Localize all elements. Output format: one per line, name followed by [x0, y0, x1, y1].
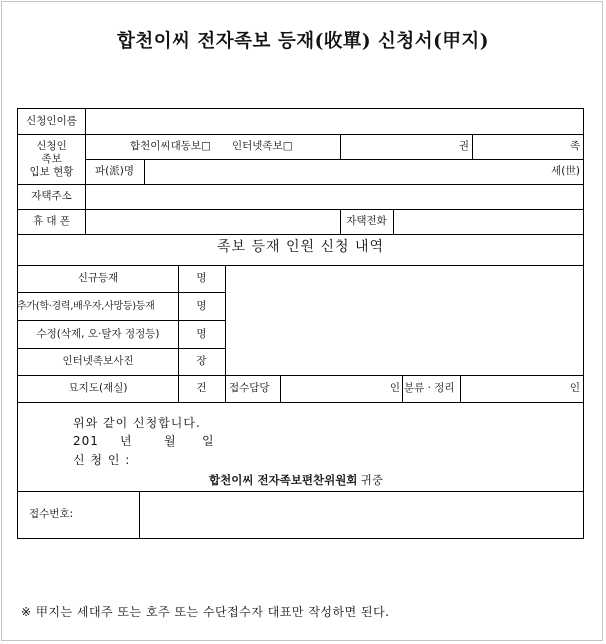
- mobile-label: 휴 대 폰: [32, 215, 71, 227]
- home-phone-field[interactable]: [396, 212, 580, 231]
- address-field[interactable]: [88, 187, 580, 206]
- sorter-label: 분류 · 정리: [404, 382, 455, 394]
- status-label-line3: 입보 현황: [29, 166, 74, 178]
- form-title: 합천이씨 전자족보 등재(收單) 신청서(甲지): [116, 31, 490, 52]
- section-title: 족보 등재 인원 신청 내역: [216, 239, 385, 255]
- volume-unit: 권: [458, 140, 469, 152]
- date-day-unit: 일: [202, 434, 215, 448]
- committee-addressee: [209, 474, 383, 488]
- checkbox-daedongbo[interactable]: 합천이씨대동보□: [130, 140, 211, 152]
- address-label: 자택주소: [31, 190, 72, 202]
- new-registration-label: 신규등재: [77, 272, 119, 284]
- applicant-signature-label: 신 청 인 :: [73, 453, 131, 467]
- internet-photo-unit: 장: [196, 355, 207, 367]
- date-year: 201: [73, 434, 99, 448]
- registration-notes-field[interactable]: [228, 268, 580, 372]
- grave-map-unit: 건: [196, 382, 207, 394]
- name-label: 신청인이름: [26, 115, 77, 127]
- internet-photo-label: 인터넷족보사진: [62, 355, 134, 367]
- receipt-handler-label: 접수담당: [229, 382, 270, 394]
- receipt-number-field[interactable]: [142, 494, 580, 535]
- additional-registration-unit: 명: [196, 300, 207, 312]
- additional-registration-label: 추가(학·경력,배우자,사망등)등재: [17, 301, 155, 312]
- status-label-line2: 족보: [41, 153, 62, 165]
- branch-label: 파(派)명: [95, 165, 134, 177]
- status-label-line1: 신청인: [36, 140, 67, 152]
- committee-name: 합천이씨 전자족보편찬위원회: [209, 473, 358, 487]
- checkbox-internet-genealogy[interactable]: 인터넷족보□: [232, 140, 293, 152]
- mobile-field[interactable]: [88, 212, 337, 231]
- date-month-unit: 월: [164, 434, 177, 448]
- correction-unit: 명: [196, 328, 207, 340]
- receipt-handler-unit: 인: [389, 382, 400, 394]
- page-unit: 족: [569, 140, 580, 152]
- home-phone-label: 자택전화: [346, 215, 387, 227]
- correction-label: 수정(삭제, 오·탈자 정정등): [36, 328, 160, 340]
- receipt-number-label: 접수번호:: [29, 508, 74, 520]
- application-form: [17, 108, 584, 539]
- committee-suffix: 귀중: [360, 473, 383, 487]
- footnote: ※ 甲지는 세대주 또는 호주 또는 수단접수자 대표만 작성하면 된다.: [21, 605, 390, 619]
- branch-field[interactable]: [147, 162, 547, 181]
- grave-map-label: 묘지도(재실): [68, 382, 128, 394]
- declaration-statement: 위와 같이 신청합니다.: [73, 416, 201, 430]
- generation-unit: 세(世): [551, 165, 580, 177]
- date-year-unit: 년: [120, 434, 133, 448]
- sorter-unit: 인: [569, 382, 580, 394]
- new-registration-unit: 명: [196, 272, 207, 284]
- name-field[interactable]: [88, 112, 580, 131]
